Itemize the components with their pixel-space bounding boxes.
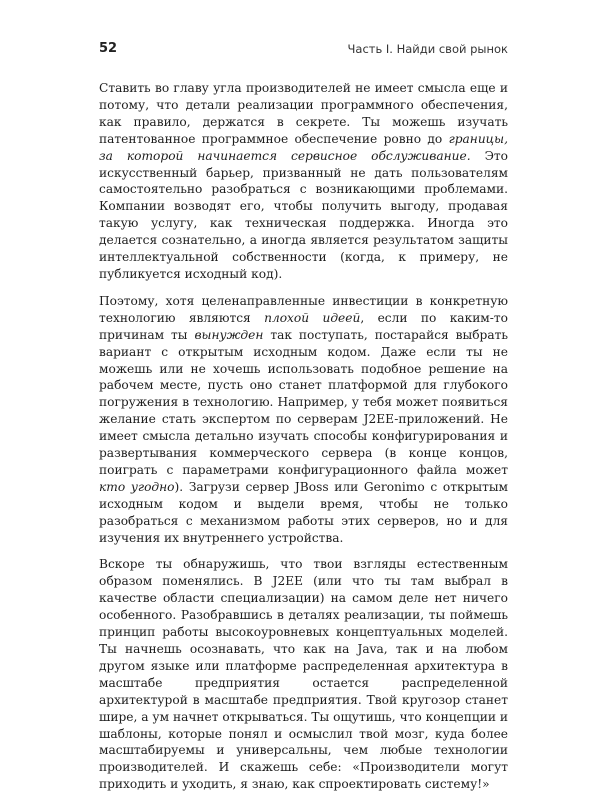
body-text [99, 80, 508, 803]
paragraph-1 [99, 80, 508, 283]
emphasis: вынужден [194, 327, 264, 342]
emphasis: кто угодно [99, 479, 175, 494]
emphasis: границы, за которой начинается сервисное обслуживание. [99, 131, 508, 163]
text-run: Вскоре ты обнаружишь, что твои взгляды естественным образом поменялись. В J2EE (или что ты там выбрал в качестве области специализации) на самом деле нет ничего особенного. Разобравшись в деталях реализации, ты поймешь принцип работы высокоуровневых концептуальных моделей. Ты начнешь осознавать, что как на Java, так и на любом другом языке или платформе распределенная архитектура в масштабе предприятия остается распределенной архитектурой в масштабе предприятия. Твой кругозор станет шире, а ум начнет открываться. Ты ощутишь, что концепции и шаблоны, которые понял и осмыслил твой мозг, куда более масштабируемы и универсальны, чем любые технологии производителей. И скажешь себе: «Производители могут приходить и уходить, я знаю, как спроектировать систему!» [99, 557, 508, 792]
text-run: так поступать, постарайся выбрать вариант с открытым исходным кодом. Даже если ты не можешь или не хочешь использовать подобное решение на рабочем месте, пусть оно станет платформой для глубокого погружения в технологию. Например, у тебя может появиться желание стать экспертом по серверам J2EE-приложений. Не имеет смысла детально изучать способы конфигурирования и развертывания коммерческого сервера (в конце концов, поиграть с параметрами конфигурационного файла может [99, 327, 508, 477]
emphasis: плохой идеей [264, 310, 361, 325]
text-run: , если по каким-то причинам ты [99, 310, 508, 342]
paragraph-3 [99, 556, 508, 793]
paragraph-2 [99, 293, 508, 547]
text-run: Это искусственный барьер, призванный не дать пользователям самостоятельно разобраться с возникающими проблемами. Компании возводят его, чтобы получить выгоду, продавая такую услугу, как техническая поддержка. Иногда это делается сознательно, а иногда является результатом защиты интеллектуальной собственности (когда, к примеру, не публикуется исходный код). [99, 148, 508, 281]
page-number: 52 [99, 41, 118, 56]
text-run: Поэтому, хотя целенаправленные инвестиции в конкретную технологию являются [99, 293, 508, 325]
text-run: ). Загрузи сервер JBoss или Geronimo с открытым исходным кодом и выдели время, чтобы не только разобраться с механизмом работы этих серверов, но и для изучения их внутреннего устройства. [99, 479, 509, 545]
text-run: Ставить во главу угла производителей не имеет смысла еще и потому, что детали реализации программного обеспечения, как правило, держатся в секрете. Ты можешь изучать патентованное программное обеспечение ровно до [99, 81, 508, 146]
running-head: Часть I. Найди свой рынок [347, 42, 508, 56]
